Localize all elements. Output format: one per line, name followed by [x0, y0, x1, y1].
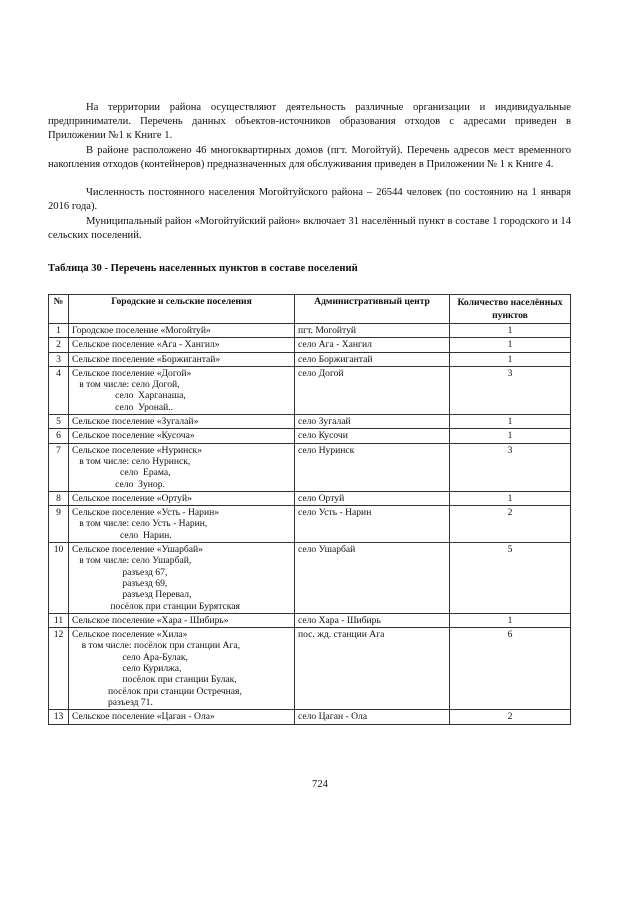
settlement-count-cell: 1	[450, 352, 571, 366]
settlement-subitem: разъезд 67,	[72, 566, 168, 578]
settlement-cell	[69, 366, 295, 414]
settlement-name: Сельское поселение «Хила»	[72, 629, 188, 641]
intro-paragraph-2: В районе расположено 46 многоквартирных домов (пгт. Могойтуй). Перечень адресов мест временного накопления отходов (контейнеров) предназначенных для обслуживания приведен в Приложении № 1 к Книге 4.	[48, 145, 571, 171]
table-row	[49, 491, 571, 505]
settlement-count-cell: 5	[450, 543, 571, 614]
row-number: 7	[49, 443, 69, 491]
admin-center-cell: село Усть - Нарин	[295, 506, 450, 543]
row-number: 10	[49, 543, 69, 614]
settlements-table	[48, 294, 571, 725]
settlement-subitem: посёлок при станции Бурятская	[72, 600, 240, 612]
table-row	[49, 429, 571, 443]
settlement-name: Сельское поселение «Хара - Шибирь»	[72, 614, 229, 626]
settlement-subitem: село Нарин.	[72, 529, 172, 541]
header-num: №	[49, 295, 69, 324]
settlement-count-cell: 3	[450, 443, 571, 491]
settlement-name: Городское поселение «Могойтуй»	[72, 325, 211, 336]
row-number: 4	[49, 366, 69, 414]
settlement-cell	[69, 338, 295, 352]
admin-center-cell: село Ушарбай	[295, 543, 450, 614]
table-body	[49, 324, 571, 725]
settlement-cell	[69, 613, 295, 627]
settlement-subitem: в том числе: посёлок при станции Ага,	[72, 640, 241, 652]
settlement-cell	[69, 415, 295, 429]
settlement-name: Сельское поселение «Догой»	[72, 367, 192, 379]
settlement-cell	[69, 543, 295, 614]
row-number: 6	[49, 429, 69, 443]
settlement-subitem: село Ерама,	[72, 467, 171, 479]
settlement-name: Сельское поселение «Нуринск»	[72, 444, 203, 456]
table-header-row	[49, 295, 571, 324]
settlement-count-cell: 6	[450, 628, 571, 710]
row-number: 5	[49, 415, 69, 429]
settlement-count-cell: 1	[450, 613, 571, 627]
row-number: 2	[49, 338, 69, 352]
intro-paragraph-3: Численность постоянного населения Могойтуйского района – 26544 человек (по состоянию на 1 января 2016 года).	[48, 187, 571, 213]
table-row	[49, 338, 571, 352]
settlement-cell	[69, 443, 295, 491]
admin-center-cell: село Хара - Шибирь	[295, 613, 450, 627]
header-center: Административный центр	[295, 295, 450, 324]
settlement-count-cell: 1	[450, 338, 571, 352]
row-number: 1	[49, 324, 69, 338]
settlement-name: Сельское поселение «Кусоча»	[72, 430, 195, 442]
settlement-subitem: село Ара-Булак,	[72, 651, 188, 663]
settlement-subitem: посёлок при станции Булак,	[72, 674, 237, 686]
page-number: 724	[312, 779, 328, 790]
table-row	[49, 324, 571, 338]
table-row	[49, 710, 571, 724]
header-settlement: Городские и сельские поселения	[69, 295, 295, 324]
admin-center-cell: село Ортуй	[295, 491, 450, 505]
settlement-name: Сельское поселение «Цаган - Ола»	[72, 711, 215, 723]
settlement-count-cell: 3	[450, 366, 571, 414]
settlement-cell	[69, 429, 295, 443]
admin-center-cell: пос. жд. станции Ага	[295, 628, 450, 710]
table-caption: Таблица 30 - Перечень населенных пунктов в составе поселений	[48, 263, 358, 274]
admin-center-cell: село Зугалай	[295, 415, 450, 429]
settlement-subitem: разъезд 71.	[72, 696, 153, 708]
table-row	[49, 443, 571, 491]
row-number: 13	[49, 710, 69, 724]
settlement-name: Сельское поселение «Боржигантай»	[72, 353, 221, 365]
admin-center-cell: село Кусочи	[295, 429, 450, 443]
admin-center-cell: село Ага - Хангил	[295, 338, 450, 352]
admin-center-cell: село Цаган - Ола	[295, 710, 450, 724]
settlement-count-cell: 1	[450, 491, 571, 505]
table-row	[49, 506, 571, 543]
row-number: 12	[49, 628, 69, 710]
settlement-subitem: село Зунор.	[72, 478, 165, 490]
settlement-cell	[69, 506, 295, 543]
admin-center-cell: село Нуринск	[295, 443, 450, 491]
settlement-subitem: разъезд 69,	[72, 577, 168, 589]
settlement-name: Сельское поселение «Ортуй»	[72, 492, 192, 504]
intro-paragraph-1: На территории района осуществляют деятельность различные организации и индивидуальные предприниматели. Перечень данных объектов-источников образования отходов с адресами приведен в Приложении №1 к Книге 1.	[48, 102, 571, 142]
settlement-cell	[69, 324, 295, 338]
table-row	[49, 613, 571, 627]
settlement-name: Сельское поселение «Зугалай»	[72, 416, 199, 428]
table-row	[49, 628, 571, 710]
settlement-cell	[69, 491, 295, 505]
settlement-subitem: в том числе: село Догой,	[72, 379, 180, 391]
settlement-count-cell: 2	[450, 506, 571, 543]
settlement-count-cell: 2	[450, 710, 571, 724]
settlement-subitem: в том числе: село Нуринск,	[72, 455, 191, 467]
settlement-name: Сельское поселение «Ушарбай»	[72, 544, 203, 556]
settlement-subitem: в том числе: село Ушарбай,	[72, 555, 192, 567]
table-row	[49, 352, 571, 366]
settlement-count-cell: 1	[450, 429, 571, 443]
header-count: Количество населённых пунктов	[450, 295, 571, 324]
intro-paragraph-4: Муниципальный район «Могойтуйский район» включает 31 населённый пункт в составе 1 городского и 14 сельских поселений.	[48, 216, 571, 242]
settlement-name: Сельское поселение «Ага - Хангил»	[72, 339, 220, 351]
settlement-subitem: разъезд Перевал,	[72, 589, 192, 601]
table-row	[49, 366, 571, 414]
row-number: 11	[49, 613, 69, 627]
settlement-subitem: посёлок при станции Остречная,	[72, 685, 242, 697]
admin-center-cell: село Догой	[295, 366, 450, 414]
table-row	[49, 415, 571, 429]
settlement-subitem: в том числе: село Усть - Нарин,	[72, 518, 208, 530]
settlement-cell	[69, 352, 295, 366]
row-number: 3	[49, 352, 69, 366]
row-number: 8	[49, 491, 69, 505]
settlement-cell	[69, 628, 295, 710]
settlement-subitem: село Уронай..	[72, 401, 174, 413]
settlement-count-cell: 1	[450, 415, 571, 429]
settlement-cell	[69, 710, 295, 724]
settlement-subitem: село Харганаша,	[72, 390, 186, 402]
row-number: 9	[49, 506, 69, 543]
table-row	[49, 543, 571, 614]
settlement-count-cell: 1	[450, 324, 571, 338]
settlement-subitem: село Курилжа,	[72, 663, 182, 675]
admin-center-cell: село Боржигантай	[295, 352, 450, 366]
settlement-name: Сельское поселение «Усть - Нарин»	[72, 507, 220, 519]
admin-center-cell: пгт. Могойтуй	[295, 324, 450, 338]
